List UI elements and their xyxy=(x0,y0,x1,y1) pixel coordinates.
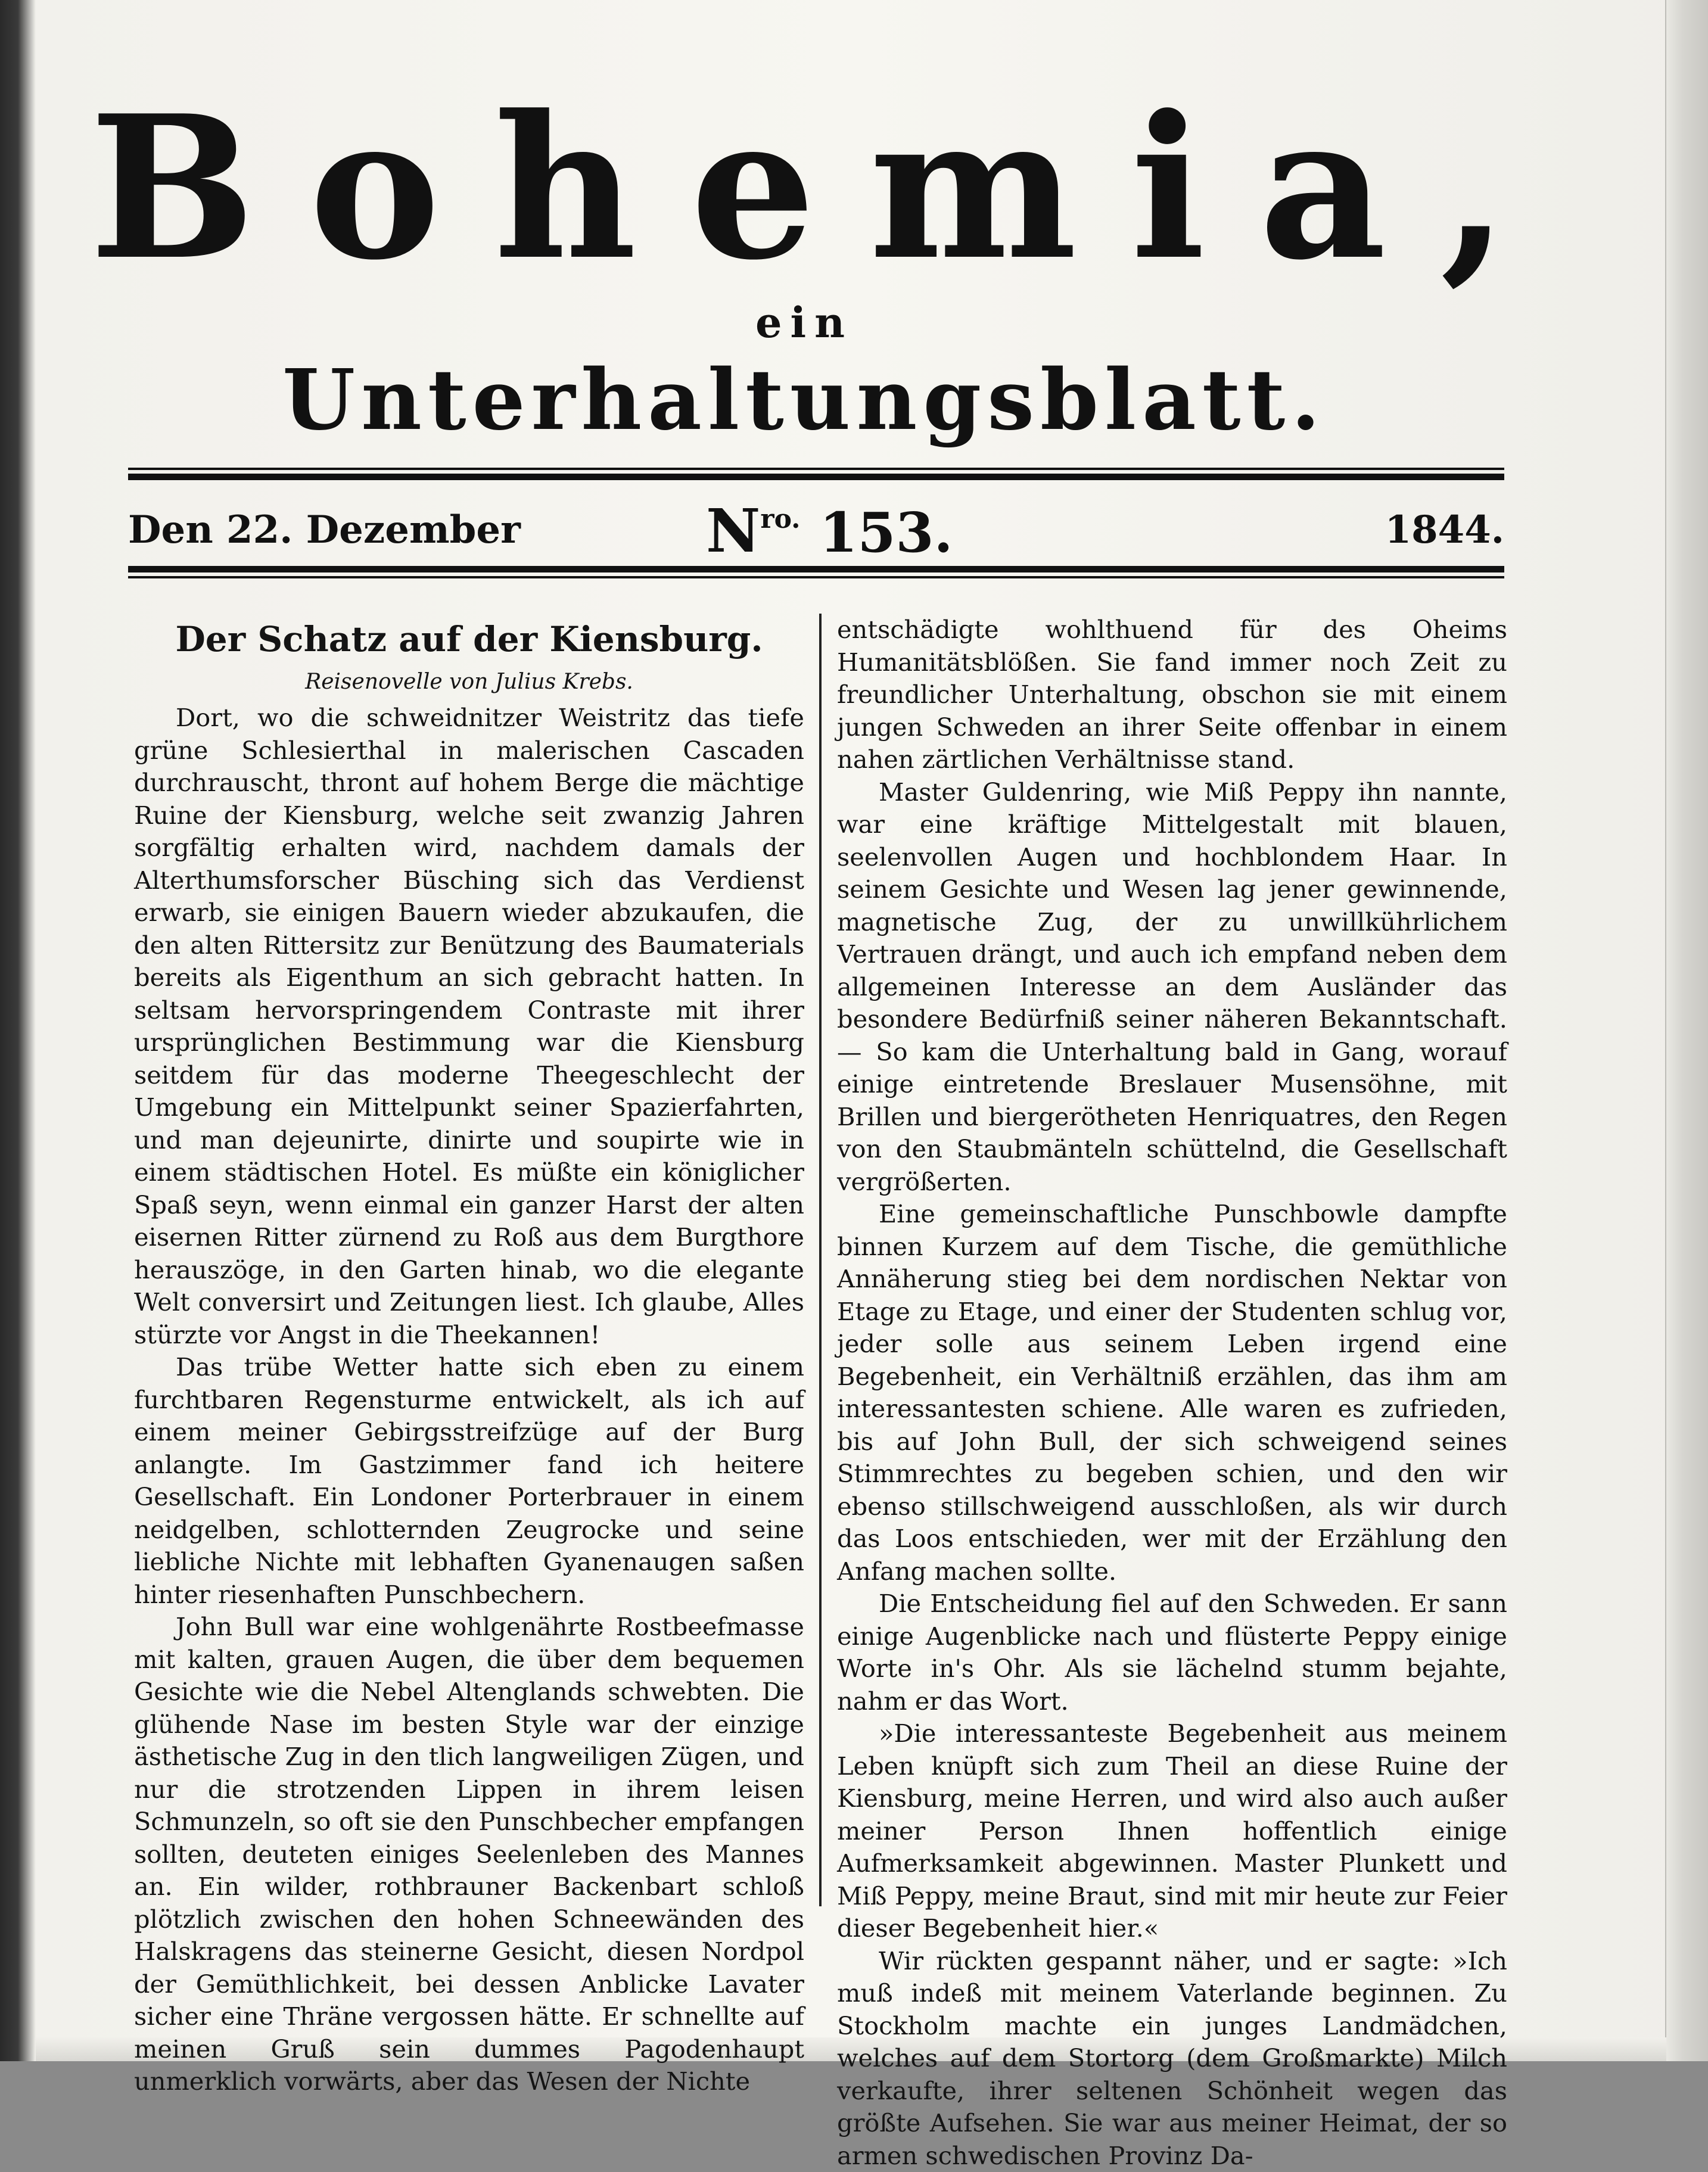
paragraph: Das trübe Wetter hatte sich eben zu einem furchtbaren Regensturme entwickelt, als ich auf einem meiner Gebirgsstreifzüge auf der Burg anlangte. Im Gastzimmer fand ich heitere Gesellschaft. Ein Londoner Porterbrauer in einem neidgelben, schlotternden Zeugrocke und seine liebliche Nichte mit lebhaften Gyanenaugen saßen hinter riesenhaften Punschbechern. xyxy=(134,1351,804,1611)
paragraph: Wir rückten gespannt näher, und er sagte: »Ich muß indeß mit meinem Vaterlande beginnen. Zu Stockholm machte ein junges Landmädchen, welches auf dem Stortorg (dem Großmarkte) Milch verkaufte, ihrer seltenen Schönheit wegen das größte Aufsehen. Sie war aus meiner Heimat, der so armen schwedischen Provinz Da- xyxy=(837,1945,1507,2172)
paragraph: Die Entscheidung fiel auf den Schweden. Er sann einige Augenblicke nach und flüsterte Peppy einige Worte in's Ohr. Als sie lächelnd stumm bejahte, nahm er das Wort. xyxy=(837,1588,1507,1717)
bottom-rule-thin xyxy=(128,576,1504,578)
top-rule-thin xyxy=(128,468,1504,470)
issue-date: Den 22. Dezember xyxy=(128,508,521,552)
page-edge-right xyxy=(1665,0,1708,2061)
subtitle-unterhaltungsblatt: Unterhaltungsblatt. xyxy=(89,351,1519,449)
paragraph: »Die interessanteste Begebenheit aus meinem Leben knüpft sich zum Theil an diese Ruine der Kiensburg, meine Herren, und wird also auch außer meiner Person Ihnen hoffentlich einige Aufmerksamkeit abgewinnen. Master Plunkett und Miß Peppy, meine Braut, sind mit mir heute zur Feier dieser Begebenheit hier.« xyxy=(837,1717,1507,1945)
paragraph: John Bull war eine wohlgenährte Rostbeefmasse mit kalten, grauen Augen, die über dem bequemen Gesichte wie die Nebel Altenglands schwebten. Die glühende Nase im besten Style war der einzige ästhetische Zug in den tlich langweiligen Zügen, und nur die strotzenden Lippen in ihrem leisen Schmunzeln, so oft sie den Punschbecher empfangen sollten, deuteten einiges Seelenleben des Mannes an. Ein wilder, rothbrauner Backenbart schloß plötzlich zwischen den hohen Schneewänden des Halskragens das steinerne Gesicht, diesen Nordpol der Gemüthlichkeit, bei dessen Anblicke Lavater sicher eine Thräne vergossen hätte. Er schnellte auf meinen Gruß sein dummes Pagodenhaupt unmerklich vorwärts, aber das Wesen der Nichte xyxy=(134,1611,804,2098)
subtitle-ein: ein xyxy=(89,298,1519,347)
issue-number-prefix: N xyxy=(706,496,760,566)
issue-year: 1844. xyxy=(1385,508,1504,552)
story-byline: Reisenovelle von Julius Krebs. xyxy=(134,667,804,697)
paragraph: entschädigte wohlthuend für des Oheims Humanitätsblößen. Sie fand immer noch Zeit zu freundlicher Unterhaltung, obschon sie mit einem jungen Schweden an ihrer Seite offenbar in einem nahen zärtlichen Verhältnisse stand. xyxy=(837,614,1507,776)
paragraph: Master Guldenring, wie Miß Peppy ihn nannte, war eine kräftige Mittelgestalt mit blauen, seelenvollen Augen und hochblondem Haar. In seinem Gesichte und Wesen lag jener gewinnende, magnetische Zug, der zu unwillkührlichem Vertrauen drängt, und auch ich empfand neben dem allgemeinen Interesse an dem Ausländer das besondere Bedürfniß seiner näheren Bekanntschaft. — So kam die Unterhaltung bald in Gang, worauf einige eintretende Breslauer Musensöhne, mit Brillen und biergerötheten Henriquatres, den Regen von den Staubmänteln schüttelnd, die Gesellschaft vergrößerten. xyxy=(837,776,1507,1199)
dateline xyxy=(128,496,1504,561)
right-column xyxy=(837,614,1507,2172)
issue-number-value: 153. xyxy=(820,500,953,565)
paragraph: Eine gemeinschaftliche Punschbowle dampfte binnen Kurzem auf dem Tische, die gemüthliche Annäherung stieg bei dem nordischen Nektar von Etage zu Etage, und einer der Studenten schlug vor, jeder solle aus seinem Leben irgend eine Begebenheit, ein Verhältniß erzählen, das ihm am interessantesten schiene. Alle waren es zufrieden, bis auf John Bull, der sich schweigend seines Stimmrechtes zu begeben schien, und den wir ebenso stillschweigend ausschloßen, als wir durch das Loos entschieden, wer mit der Erzählung den Anfang machen sollte. xyxy=(837,1198,1507,1588)
bottom-rule-thick xyxy=(128,566,1504,572)
issue-number xyxy=(706,496,953,566)
left-column xyxy=(134,614,804,2098)
story-title: Der Schatz auf der Kiensburg. xyxy=(134,618,804,660)
paragraph: Dort, wo die schweidnitzer Weistritz das tiefe grüne Schlesierthal in malerischen Cascaden durchrauscht, thront auf hohem Berge die mächtige Ruine der Kiensburg, welche seit zwanzig Jahren sorgfältig erhalten wird, nachdem damals der Alterthumsforscher Büsching sich das Verdienst erwarb, sie einigen Bauern wieder abzukaufen, die den alten Rittersitz zur Benützung des Baumaterials bereits als Eigenthum an sich gebracht hatten. In seltsam hervorspringendem Contraste mit ihrer ursprünglichen Bestimmung war die Kiensburg seitdem für das moderne Theegeschlecht der Umgebung ein Mittelpunkt seiner Spazierfahrten, und man dejeunirte, dinirte und soupirte wie in einem städtischen Hotel. Es müßte ein königlicher Spaß seyn, wenn einmal ein ganzer Harst der alten eisernen Ritter zürnend zu Roß aus dem Burgthore herauszöge, in den Garten hinab, wo die elegante Welt conversirt und Zeitungen liest. Ich glaube, Alles stürzte vor Angst in die Theekannen! xyxy=(134,702,804,1351)
newspaper-title: Bohemia, xyxy=(89,89,1519,286)
top-rule-thick xyxy=(128,474,1504,480)
issue-number-sup: ro. xyxy=(760,504,800,534)
column-divider xyxy=(819,614,822,1906)
